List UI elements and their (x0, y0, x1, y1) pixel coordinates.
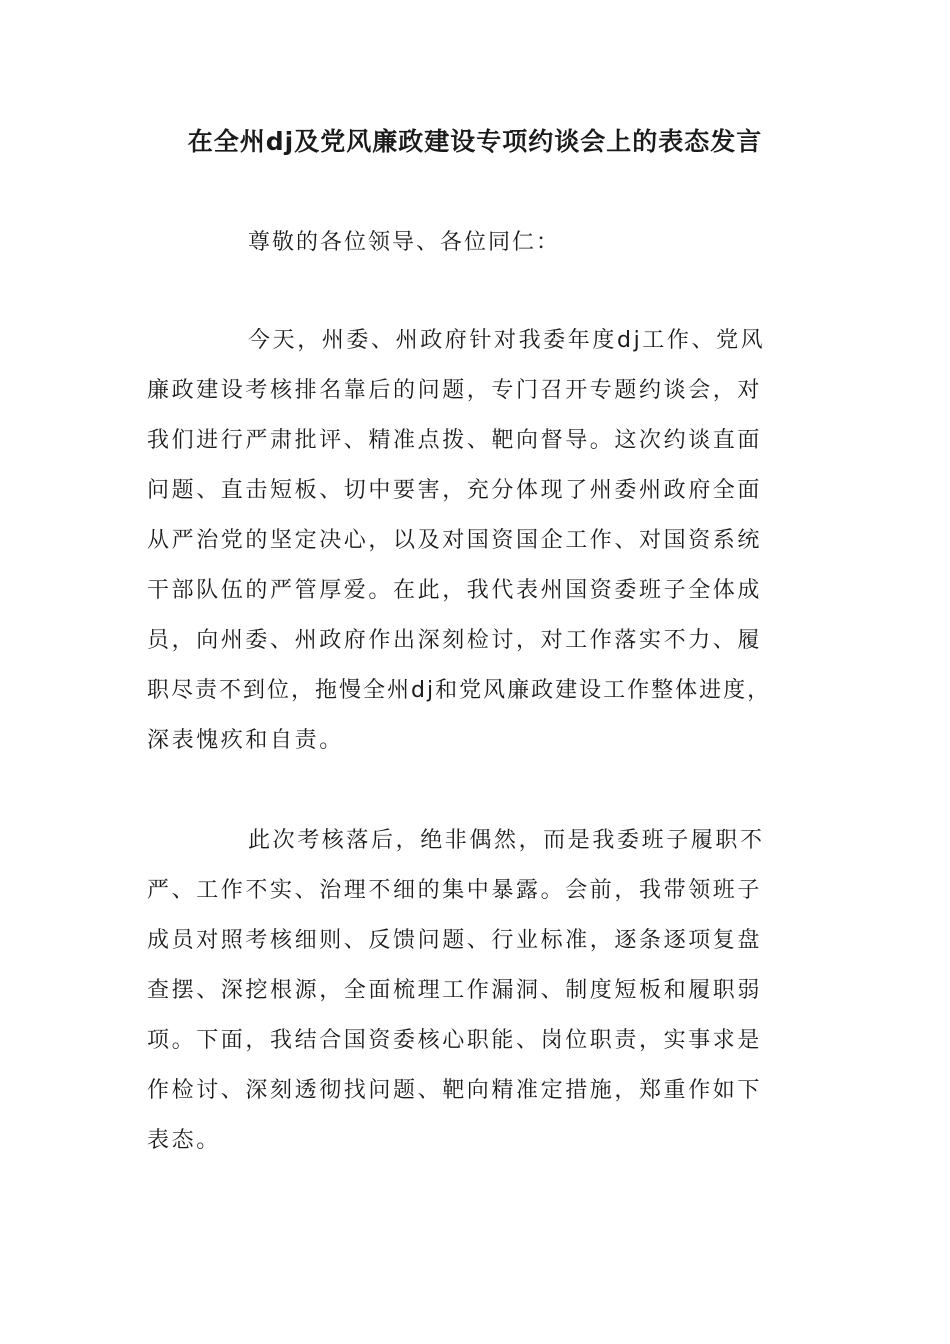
paragraph-line: 问题、直击短板、切中要害，充分体现了州委州政府全面 (147, 478, 763, 503)
paragraph-line: 严、工作不实、治理不细的集中暴露。会前，我带领班子 (147, 878, 763, 903)
paragraph-line: 表态。 (147, 1128, 221, 1153)
paragraph-line: 员，向州委、州政府作出深刻检讨，对工作落实不力、履 (147, 628, 763, 653)
paragraph-line: 作检讨、深刻透彻找问题、靶向精准定措施，郑重作如下 (147, 1078, 763, 1103)
paragraph-line: 此次考核落后，绝非偶然，而是我委班子履职不 (248, 828, 765, 853)
paragraph-1 (147, 316, 807, 766)
paragraph-line: 今天，州委、州政府针对我委年度dj工作、党风 (248, 328, 766, 353)
paragraph-line: 成员对照考核细则、反馈问题、行业标准，逐条逐项复盘 (147, 928, 763, 953)
paragraph-line: 从严治党的坚定决心，以及对国资国企工作、对国资系统 (147, 528, 763, 553)
paragraph-line: 我们进行严肃批评、精准点拨、靶向督导。这次约谈直面 (147, 428, 763, 453)
paragraph-line: 职尽责不到位，拖慢全州dj和党风廉政建设工作整体进度， (147, 678, 772, 703)
paragraph-line: 廉政建设考核排名靠后的问题，专门召开专题约谈会，对 (147, 378, 763, 403)
document-title: 在全州dj及党风廉政建设专项约谈会上的表态发言 (187, 127, 763, 156)
salutation: 尊敬的各位领导、各位同仁： (248, 230, 561, 255)
paragraph-line: 干部队伍的严管厚爱。在此，我代表州国资委班子全体成 (147, 578, 763, 603)
paragraph-line: 深表愧疚和自责。 (147, 728, 344, 753)
paragraph-line: 查摆、深挖根源，全面梳理工作漏洞、制度短板和履职弱 (147, 978, 763, 1003)
paragraph-2 (147, 816, 807, 1166)
paragraph-line: 项。下面，我结合国资委核心职能、岗位职责，实事求是 (147, 1028, 763, 1053)
